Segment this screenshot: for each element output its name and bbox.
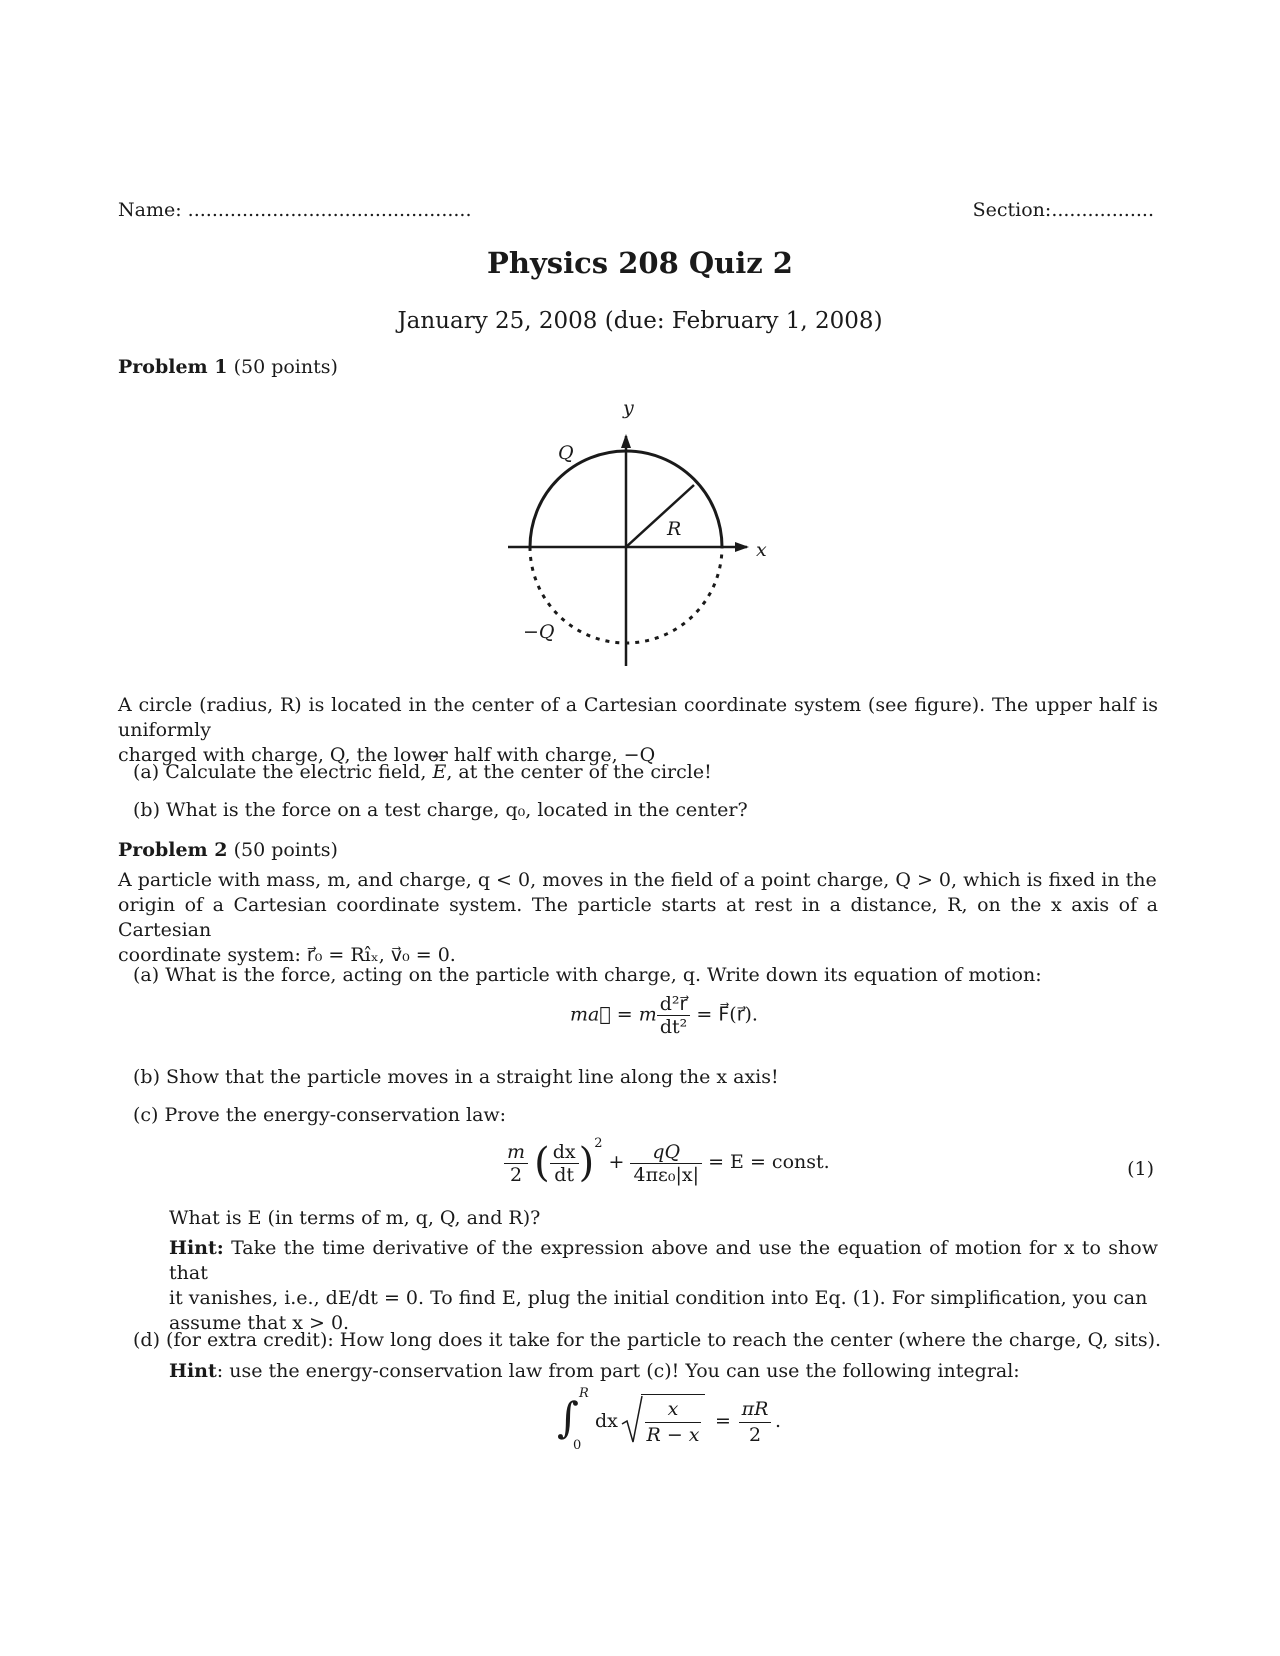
part-label: (b) <box>133 799 160 821</box>
section-field: Section:................. <box>972 199 1154 221</box>
field-symbol: → E <box>432 760 446 785</box>
problem2-heading <box>118 838 338 863</box>
eq1-paren-open: ( <box>534 1140 550 1186</box>
eq1-paren-close: ) <box>578 1140 595 1186</box>
eq1-dxdt <box>550 1141 579 1186</box>
eq1-qq: qQ <box>630 1141 702 1164</box>
problem1-points: (50 points) <box>233 356 338 378</box>
eq1-two: 2 <box>509 1163 523 1186</box>
integral-sign: ∫ <box>557 1393 579 1442</box>
integral-equals: = <box>715 1410 731 1432</box>
page-title: Physics 208 Quiz 2 <box>487 246 793 280</box>
eq1-denominator: 4πε₀|x| <box>633 1163 700 1186</box>
integral-lower-limit: 0 <box>573 1438 582 1453</box>
eq-left: ma⃗ = m <box>570 1003 657 1026</box>
figure-label-r: R <box>667 518 682 540</box>
integral-rhs-denominator: 2 <box>748 1424 762 1446</box>
figure-label-negq: −Q <box>523 621 555 643</box>
part-label: (d) <box>133 1329 160 1351</box>
energy-equation <box>504 1135 830 1186</box>
part-text: Prove the energy-conservation law: <box>164 1104 507 1126</box>
problem2-intro-line2: origin of a Cartesian coordinate system. The particle starts at rest in a distance, R, on the x axis of a Cartesian <box>118 894 1158 941</box>
part-text: Calculate the electric field, <box>165 761 427 783</box>
part-label: (b) <box>133 1066 160 1088</box>
equation-number: (1) <box>1127 1158 1154 1180</box>
integral-fraction-bar <box>645 1422 701 1423</box>
problem2-part-d <box>133 1328 1161 1353</box>
part-text: Show that the particle moves in a straight line along the x axis! <box>166 1066 779 1088</box>
problem1-intro-line2: charged with charge, Q, the lower half with charge, −Q <box>118 744 656 766</box>
problem1-part-b <box>133 798 748 823</box>
integral-period: . <box>775 1410 782 1432</box>
hint-d-text: : use the energy-conservation law from part (c)! You can use the following integral: <box>216 1360 1020 1382</box>
eq1-rhs: = E = const. <box>708 1151 830 1173</box>
integral-dx: dx <box>595 1410 618 1432</box>
eq1-m: m <box>504 1141 528 1164</box>
integral-numerator: x <box>667 1398 679 1420</box>
eq1-m-over-2 <box>504 1141 528 1186</box>
problem2-title: Problem 2 <box>118 839 228 861</box>
eq1-coulomb <box>630 1141 702 1186</box>
figure-label-y: y <box>623 397 634 419</box>
part-label: (c) <box>133 1104 159 1126</box>
eq1-dt: dt <box>554 1163 575 1186</box>
equation-of-motion <box>570 993 758 1038</box>
sqrt-symbol <box>621 1394 643 1446</box>
figure-label-x: x <box>756 539 767 561</box>
name-field: Name: ............................................... <box>118 199 472 221</box>
problem2-intro-line3: coordinate system: r⃗₀ = Rîₓ, v⃗₀ = 0. <box>118 944 456 966</box>
problem2-part-b <box>133 1065 779 1090</box>
part-c-question: What is E (in terms of m, q, Q, and R)? <box>169 1207 541 1229</box>
eq-fraction <box>657 993 691 1038</box>
eq-right: = F⃗(r⃗). <box>696 1003 758 1026</box>
part-label: (a) <box>133 964 160 986</box>
part-label: (a) <box>133 761 160 783</box>
part-text: What is the force, acting on the particle with charge, q. Write down its equation of motion: <box>165 964 1042 986</box>
part-text-end: , at the center of the circle! <box>446 761 712 783</box>
hint-c-line2: it vanishes, i.e., dE/dt = 0. To find E, plug the initial condition into Eq. (1). For simplification, you can <box>169 1287 1148 1309</box>
eq-den: dt² <box>659 1016 688 1038</box>
part-text: (for extra credit): How long does it take for the particle to reach the center (where the charge, Q, sits). <box>166 1329 1162 1351</box>
integral-rhs-numerator: πR <box>741 1398 769 1420</box>
integral-upper-limit: R <box>579 1386 589 1401</box>
sqrt-bar <box>641 1394 705 1395</box>
problem1-part-a <box>133 760 712 785</box>
eq1-plus: + <box>608 1151 625 1173</box>
eq-num: d²r⃗ <box>657 993 691 1016</box>
part-d-hint <box>169 1359 1020 1384</box>
problem1-title: Problem 1 <box>118 356 228 378</box>
problem2-part-c <box>133 1103 506 1128</box>
problem2-intro <box>118 868 1158 968</box>
integral-rhs-bar <box>739 1422 771 1423</box>
hint-c-line1 <box>169 1236 1158 1286</box>
eq1-square: 2 <box>594 1135 603 1151</box>
problem2-part-a <box>133 963 1042 988</box>
hint-d-label: Hint <box>169 1360 217 1382</box>
part-text: What is the force on a test charge, q₀, located in the center? <box>166 799 748 821</box>
hint-c-line3: assume that x > 0. <box>169 1312 350 1334</box>
problem1-intro <box>118 693 1158 768</box>
figure-label-q: Q <box>558 442 574 464</box>
quiz-date: January 25, 2008 (due: February 1, 2008) <box>397 308 883 334</box>
problem1-intro-line1: A circle (radius, R) is located in the center of a Cartesian coordinate system (see figure). The upper half is uniformly <box>118 694 1158 741</box>
radius-line <box>626 485 694 547</box>
hint-c-text1: Take the time derivative of the expression above and use the equation of motion for x to show that <box>169 1237 1158 1284</box>
integral-denominator: R − x <box>646 1424 700 1446</box>
part-c-hint <box>169 1236 1158 1336</box>
hint-label: Hint: <box>169 1237 224 1259</box>
problem2-intro-line1: A particle with mass, m, and charge, q < 0, moves in the field of a point charge, Q > 0, which is fixed in the <box>118 869 1157 891</box>
problem2-points: (50 points) <box>233 839 338 861</box>
eq1-dx: dx <box>550 1141 579 1164</box>
